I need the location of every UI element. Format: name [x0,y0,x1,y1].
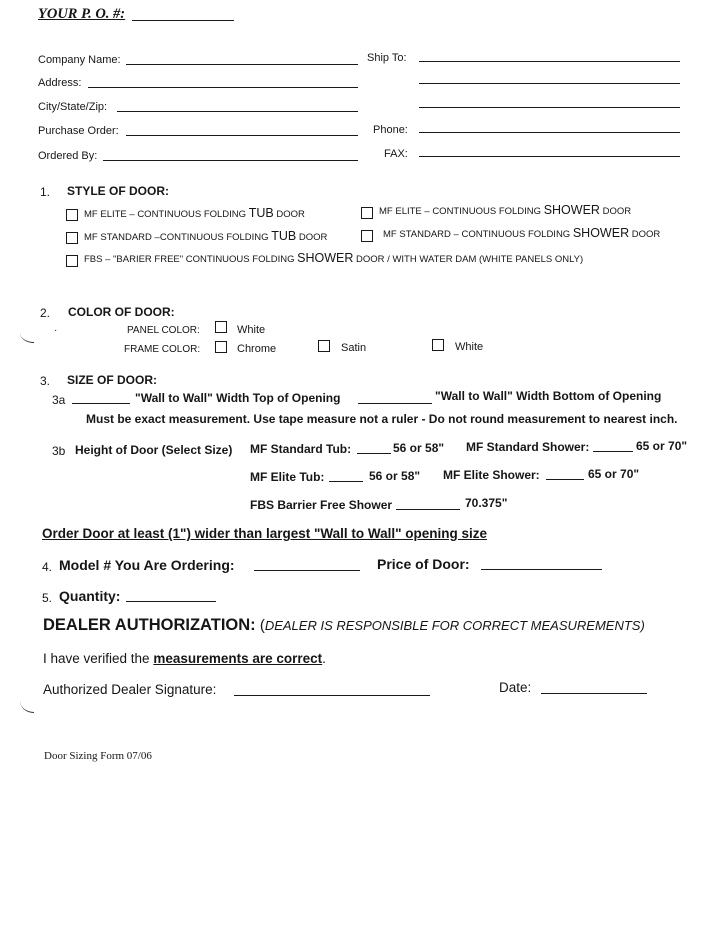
width-bottom-label: "Wall to Wall" Width Bottom of Opening [435,389,662,403]
fbs-barrier-free-label: FBS Barrier Free Shower [250,498,393,512]
section-4-number: 4. [42,560,53,574]
ordered-by-field[interactable] [103,160,358,161]
scan-mark [20,700,34,713]
height-of-door-label: Height of Door (Select Size) [75,443,233,457]
date-label: Date: [499,680,532,695]
form-footer: Door Sizing Form 07/06 [44,750,152,762]
section-3-number: 3. [40,374,51,388]
dealer-authorization-heading: DEALER AUTHORIZATION: (DEALER IS RESPONSIBLE FOR CORRECT MEASUREMENTS) [43,616,645,634]
mf-standard-shower-checkbox[interactable] [361,230,373,242]
mf-elite-tub-label: MF Elite Tub: [250,470,325,484]
mf-elite-shower-sizes: 65 or 70" [588,467,640,481]
dealer-signature-field[interactable] [234,695,430,696]
frame-white-checkbox[interactable] [432,339,444,351]
address-label: Address: [38,77,82,89]
mf-elite-shower-option: MF ELITE – CONTINUOUS FOLDING SHOWER DOOR [379,203,632,217]
company-name-field[interactable] [126,64,358,65]
scan-mark [20,332,34,343]
width-bottom-field[interactable] [358,403,432,404]
phone-field[interactable] [419,132,680,133]
ship-to-field-1[interactable] [419,61,680,62]
panel-white-checkbox[interactable] [215,321,227,333]
mf-standard-shower-option: MF STANDARD – CONTINUOUS FOLDING SHOWER DOOR [383,226,661,240]
frame-satin-checkbox[interactable] [318,340,330,352]
po-number-field[interactable] [132,20,234,21]
frame-satin-label: Satin [341,342,367,354]
mf-elite-shower-field[interactable] [546,479,584,480]
quantity-label: Quantity: [59,588,121,604]
fbs-barrier-free-size: 70.375" [465,496,508,510]
bullet-dot: · [54,325,58,336]
frame-chrome-label: Chrome [237,343,277,355]
frame-white-label: White [455,341,484,353]
section-2-number: 2. [40,306,51,320]
frame-color-label: FRAME COLOR: [124,344,201,355]
item-3b-number: 3b [52,444,66,458]
mf-elite-shower-label: MF Elite Shower: [443,468,540,482]
size-of-door-heading: SIZE OF DOOR: [67,373,157,387]
mf-standard-tub-field[interactable] [357,453,391,454]
purchase-order-label: Purchase Order: [38,125,119,137]
fax-label: FAX: [384,148,408,160]
section-5-number: 5. [42,591,53,605]
mf-standard-tub-checkbox[interactable] [66,232,78,244]
fax-field[interactable] [419,156,680,157]
fbs-barrier-free-option: FBS – "BARIER FREE" CONTINUOUS FOLDING SHOWER DOOR / WITH WATER DAM (WHITE PANELS ONLY) [84,251,584,265]
address-field[interactable] [88,87,358,88]
mf-elite-tub-option: MF ELITE – CONTINUOUS FOLDING TUB DOOR [84,206,305,220]
model-number-label: Model # You Are Ordering: [59,557,235,573]
mf-standard-shower-label: MF Standard Shower: [466,440,590,454]
fbs-barrier-free-field[interactable] [396,509,460,510]
item-3a-number: 3a [52,393,66,407]
mf-elite-tub-field[interactable] [329,481,363,482]
mf-elite-tub-checkbox[interactable] [66,209,78,221]
style-of-door-heading: STYLE OF DOOR: [67,184,169,198]
width-top-label: "Wall to Wall" Width Top of Opening [135,391,341,405]
phone-label: Phone: [373,124,408,136]
width-top-field[interactable] [72,403,130,404]
company-name-label: Company Name: [38,54,121,66]
dealer-signature-label: Authorized Dealer Signature: [43,682,217,697]
mf-standard-shower-sizes: 65 or 70" [636,439,688,453]
order-width-note: Order Door at least (1") wider than largest "Wall to Wall" opening size [42,526,488,541]
ordered-by-label: Ordered By: [38,150,98,162]
po-label: YOUR P. O. #: [38,6,126,22]
ship-to-field-2[interactable] [419,83,680,84]
date-field[interactable] [541,693,647,694]
panel-white-label: White [237,324,266,336]
mf-elite-shower-checkbox[interactable] [361,207,373,219]
quantity-field[interactable] [126,601,216,602]
ship-to-label: Ship To: [367,52,407,64]
price-of-door-field[interactable] [481,569,602,570]
mf-standard-tub-sizes: 56 or 58" [393,441,445,455]
mf-standard-tub-option: MF STANDARD –CONTINUOUS FOLDING TUB DOOR [84,229,328,243]
mf-standard-tub-label: MF Standard Tub: [250,442,352,456]
purchase-order-field[interactable] [126,135,358,136]
frame-chrome-checkbox[interactable] [215,341,227,353]
mf-elite-tub-sizes: 56 or 58" [369,469,421,483]
measurement-note: Must be exact measurement. Use tape measure not a ruler - Do not round measurement to nearest inch. [86,412,678,426]
ship-to-field-3[interactable] [419,107,680,108]
city-state-zip-field[interactable] [117,111,358,112]
verification-statement: I have verified the measurements are correct. [43,651,326,666]
panel-color-label: PANEL COLOR: [127,325,200,336]
price-of-door-label: Price of Door: [377,556,470,572]
model-number-field[interactable] [254,570,360,571]
city-state-zip-label: City/State/Zip: [38,101,108,113]
mf-standard-shower-field[interactable] [593,451,633,452]
color-of-door-heading: COLOR OF DOOR: [68,305,175,319]
fbs-barrier-free-checkbox[interactable] [66,255,78,267]
section-1-number: 1. [40,185,51,199]
